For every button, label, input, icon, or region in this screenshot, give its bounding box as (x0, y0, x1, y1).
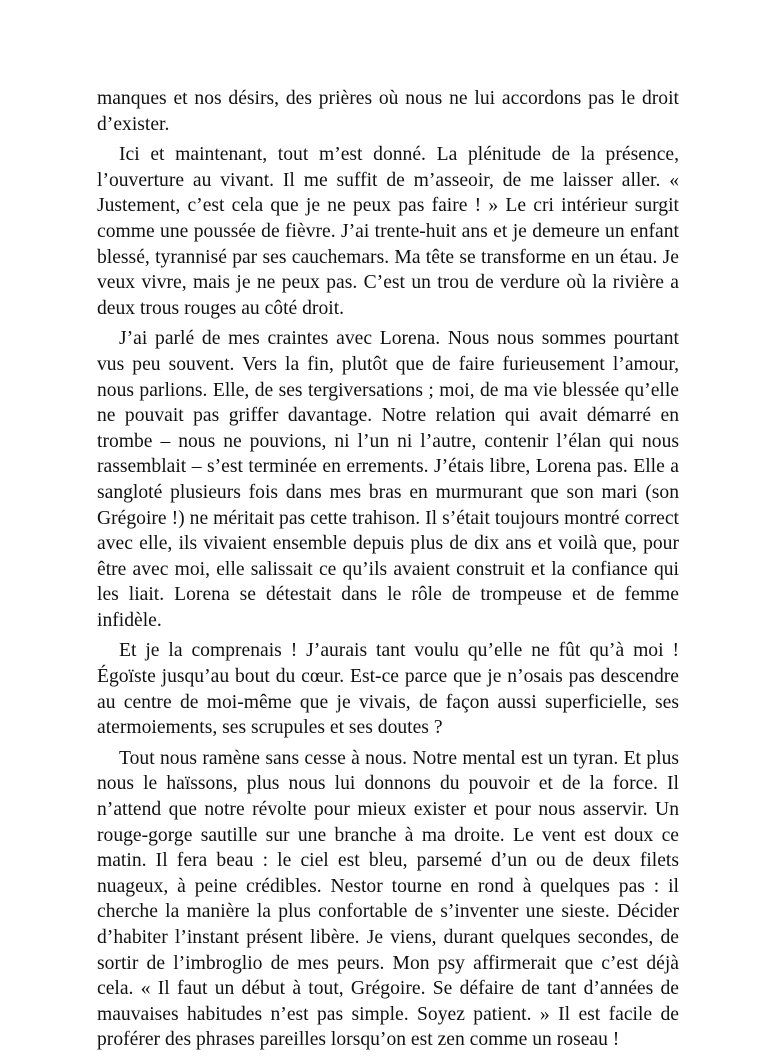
paragraph-continuation: manques et nos désirs, des prières où nous ne lui accordons pas le droit d’exister. (97, 88, 679, 135)
paragraph-je-la-comprenais: Et je la comprenais ! J’aurais tant voulu qu’elle ne fût qu’à moi ! Égoïste jusqu’au bout du cœur. Est-ce parce que je n’osais pas descendre au centre de moi-même que je vivais, de façon aussi superficielle, ses atermoiements, ses scrupules et ses doutes ? (97, 640, 679, 739)
paragraph-tout-nous-ramene: Tout nous ramène sans cesse à nous. Notre mental est un tyran. Et plus nous le haïssons, plus nous lui donnons du pouvoir et de la force. Il n’attend que notre révolte pour mieux exister et pour nous asservir. Un rouge-gorge sautille sur une branche à ma droite. Le vent est doux ce matin. Il fera beau : le ciel est bleu, parsemé d’un ou de deux filets nuageux, à peine crédibles. Nestor tourne en rond à quelques pas : il cherche la manière la plus confortable de s’inventer une sieste. Décider d’habiter l’instant présent libère. Je viens, durant quelques secondes, de sortir de l’imbroglio de mes peurs. Mon psy affirmerait que c’est déjà cela. « Il faut un début à tout, Grégoire. Se défaire de tant d’années de mauvaises habitudes n’est pas simple. Soyez patient. » Il est facile de proférer des phrases pareilles lorsqu’on est zen comme un roseau ! (97, 747, 679, 1051)
paragraph-ici-et-maintenant: Ici et maintenant, tout m’est donné. La plénitude de la présence, l’ouverture au vivant. Il me suffit de m’asseoir, de me laisser aller. « Justement, c’est cela que je ne peux pas faire ! » Le cri intérieur surgit comme une poussée de fièvre. J’ai trente-huit ans et je demeure un enfant blessé, tyrannisé par ses cauchemars. Ma tête se transforme en un étau. Je veux vivre, mais je ne peux pas. C’est un trou de verdure où la rivière a deux trous rouges au côté droit. (97, 144, 679, 319)
page-body (97, 86, 679, 1058)
paragraph-lorena: J’ai parlé de mes craintes avec Lorena. Nous nous sommes pourtant vus peu souvent. Vers la fin, plutôt que de faire furieusement l’amour, nous parlions. Elle, de ses tergiversations ; moi, de ma vie blessée qu’elle ne pouvait pas griffer davantage. Notre relation qui avait démarré en trombe – nous ne pouvions, ni l’un ni l’autre, contenir l’élan qui nous rassemblait – s’est terminée en errements. J’étais libre, Lorena pas. Elle a sangloté plusieurs fois dans mes bras en murmurant que son mari (son Grégoire !) ne méritait pas cette trahison. Il s’était toujours montré correct avec elle, ils vivaient ensemble depuis plus de dix ans et voilà que, pour être avec moi, elle salissait ce qu’ils avaient construit et la confiance qui les liait. Lorena se détestait dans le rôle de trompeuse et de femme infidèle. (97, 328, 679, 631)
